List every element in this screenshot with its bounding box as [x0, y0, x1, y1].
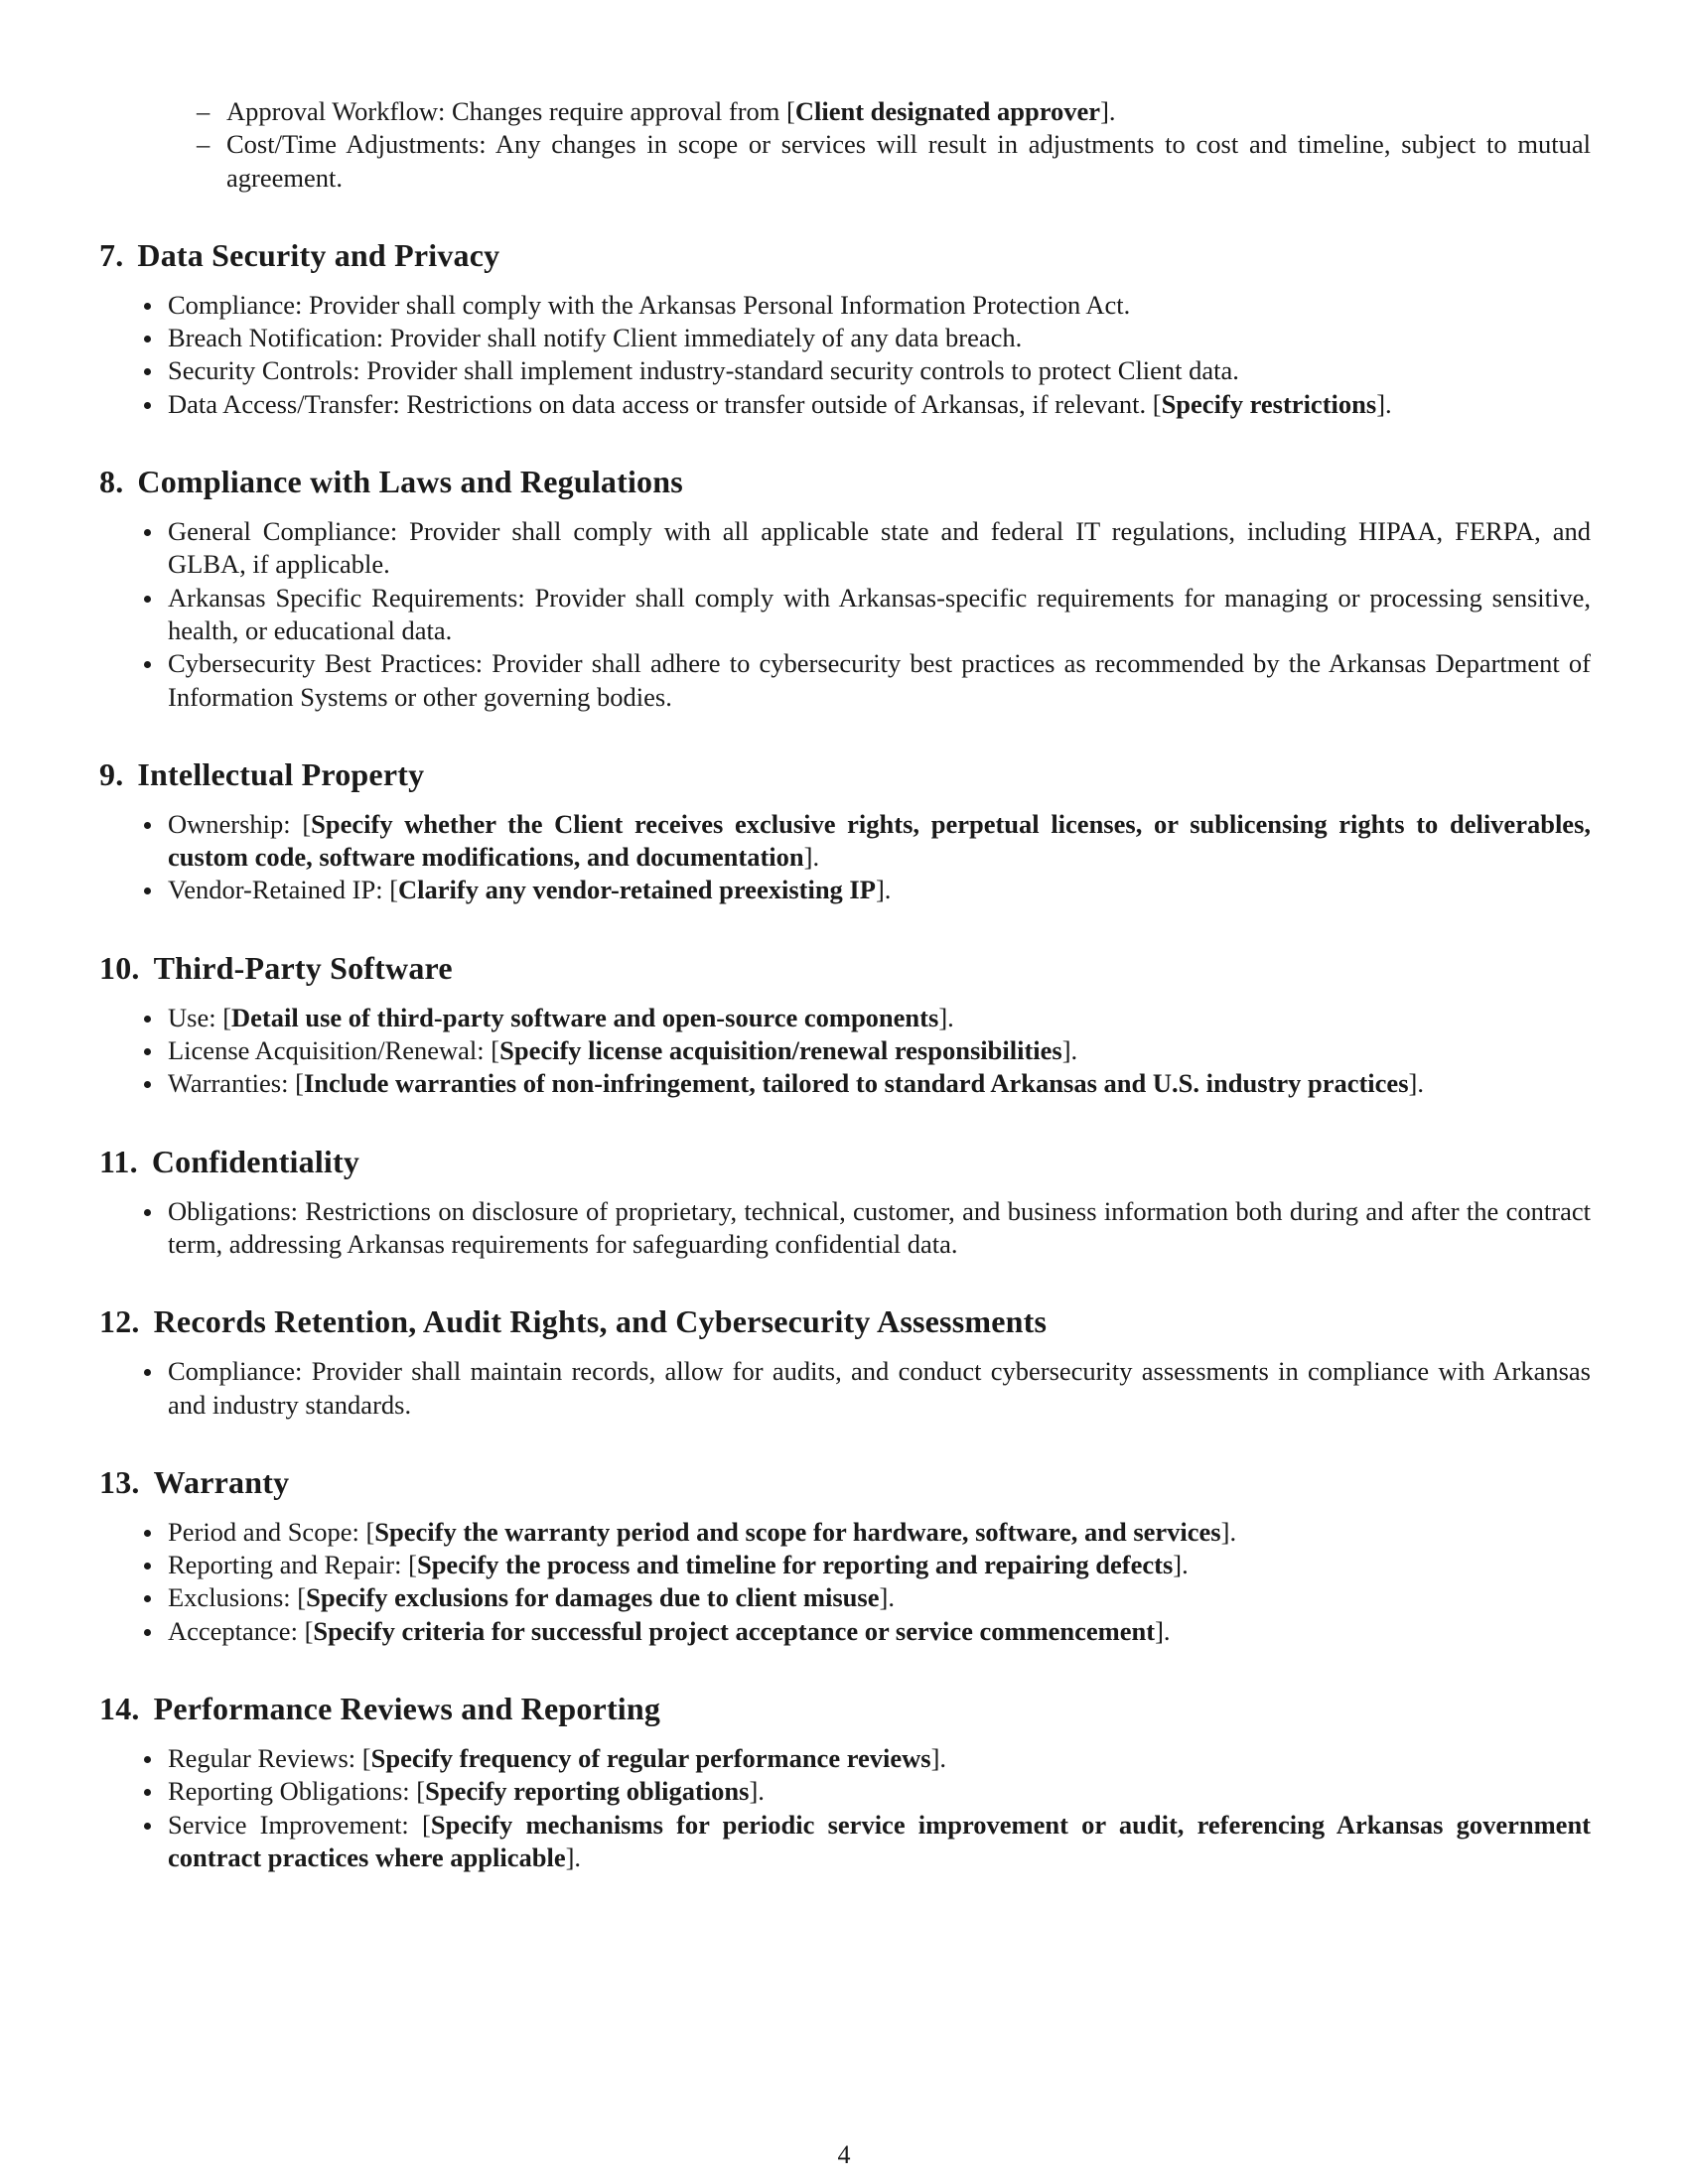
placeholder-bold: Specify frequency of regular performance reviews [370, 1743, 931, 1774]
section-heading [99, 236, 1591, 274]
item-text: Compliance: Provider shall maintain records, allow for audits, and conduct cybersecurity assessments in compliance with Arkansas and industry standards. [168, 1356, 1591, 1420]
item-text: Approval Workflow: Changes require approval from [226, 96, 787, 126]
bullet-item: License Acquisition/Renewal: [Specify license acquisition/renewal responsibilities]. [168, 1034, 1591, 1067]
section [99, 949, 1591, 1101]
item-text: Service Improvement: [168, 1809, 423, 1840]
bullet-item: Use: [Detail use of third-party software and open-source components]. [168, 1002, 1591, 1034]
item-tail: . [758, 1776, 765, 1807]
section-title: Confidentiality [151, 1143, 360, 1179]
dash-list-item [226, 128, 1591, 195]
item-text: General Compliance: Provider shall comply with all applicable state and federal IT regulations, including HIPAA, FERPA, and GLBA, if applicable. [168, 516, 1591, 580]
item-text: Data Access/Transfer: Restrictions on data access or transfer outside of Arkansas, if relevant. [168, 388, 1153, 419]
item-text: Warranties: [168, 1068, 296, 1099]
section-number: 9. [99, 755, 124, 792]
item-text: Regular Reviews: [168, 1743, 362, 1774]
placeholder-bold: Specify criteria for successful project acceptance or service commencement [313, 1615, 1156, 1646]
item-text: Arkansas Specific Requirements: Provider shall comply with Arkansas-specific requirements for managing or processing sensitive, health, or educational data. [168, 582, 1591, 645]
placeholder-bold: Specify whether the Client receives exclusive rights, perpetual licenses, or sublicensing rights to deliverables, custom code, software modifications, and documentation [168, 808, 1592, 873]
bullet-list [99, 289, 1591, 421]
item-text: Reporting and Repair: [168, 1550, 409, 1580]
bullet-item: Exclusions: [Specify exclusions for damages due to client misuse]. [168, 1581, 1591, 1614]
page-number: 4 [837, 2140, 851, 2169]
item-tail: . [947, 1002, 954, 1032]
placeholder-bold: Detail use of third-party software and open-source components [231, 1002, 939, 1032]
section [99, 236, 1591, 421]
bullet-item [168, 289, 1591, 322]
bullet-item: Acceptance: [Specify criteria for successful project acceptance or service commencement]. [168, 1615, 1591, 1648]
bullet-item: Period and Scope: [Specify the warranty period and scope for hardware, software, and services]. [168, 1516, 1591, 1549]
bullet-item: Vendor-Retained IP: [Clarify any vendor-retained preexisting IP]. [168, 874, 1591, 906]
section-heading [99, 755, 1591, 793]
bullet-item [168, 647, 1591, 714]
section-title: Third-Party Software [153, 949, 453, 986]
section-heading [99, 463, 1591, 500]
section [99, 1463, 1591, 1648]
section [99, 463, 1591, 714]
item-text: Period and Scope: [168, 1516, 366, 1547]
section-heading [99, 949, 1591, 987]
bullet-list [99, 1355, 1591, 1422]
bullet-list [99, 1002, 1591, 1101]
section-title: Data Security and Privacy [137, 236, 500, 273]
item-tail: . [1108, 96, 1116, 126]
section-number: 12. [99, 1303, 140, 1340]
continued-dash-list [99, 95, 1591, 195]
item-text: Vendor-Retained IP: [168, 875, 390, 905]
item-tail: . [574, 1842, 582, 1872]
item-text: Exclusions: [168, 1582, 298, 1613]
section [99, 1143, 1591, 1262]
sections-container [99, 236, 1591, 1874]
bullet-item [168, 515, 1591, 582]
section-number: 7. [99, 236, 124, 273]
placeholder-bold: Specify the warranty period and scope for hardware, software, and services [374, 1516, 1221, 1547]
item-text: Use: [168, 1002, 223, 1032]
section [99, 1690, 1591, 1874]
bullet-item [168, 322, 1591, 354]
placeholder-bold: Specify mechanisms for periodic service improvement or audit, referencing Arkansas government contract practices where applicable [168, 1809, 1592, 1872]
item-text: Cybersecurity Best Practices: Provider shall adhere to cybersecurity best practices as recommended by the Arkansas Department of Information Systems or other governing bodies. [168, 648, 1591, 712]
section-number: 14. [99, 1691, 140, 1727]
item-tail: . [1070, 1035, 1078, 1066]
bullet-item [168, 354, 1591, 387]
item-tail: . [812, 842, 820, 873]
placeholder-bold: Specify reporting obligations [425, 1776, 750, 1807]
section-number: 11. [99, 1143, 138, 1179]
section [99, 755, 1591, 907]
document-page [99, 95, 1591, 1874]
item-text: Cost/Time Adjustments: Any changes in scope or services will result in adjustments to cost and timeline, subject to mutual agreement. [226, 129, 1591, 193]
bullet-list [99, 808, 1591, 907]
bullet-item [168, 1355, 1591, 1422]
item-text: Obligations: Restrictions on disclosure of proprietary, technical, customer, and business information both during and after the contract term, addressing Arkansas requirements for safeguarding confidential data. [168, 1195, 1591, 1259]
section [99, 1302, 1591, 1422]
section-title: Warranty [153, 1463, 290, 1500]
dash-list-item: – Approval Workflow: Changes require approval from [Client designated approver]. [226, 95, 1591, 128]
section-number: 10. [99, 949, 140, 986]
placeholder-bold: Specify restrictions [1161, 388, 1377, 419]
placeholder-bold: Include warranties of non-infringement, tailored to standard Arkansas and U.S. industry practices [303, 1068, 1409, 1099]
item-tail: . [888, 1582, 895, 1613]
item-text: Acceptance: [168, 1615, 305, 1646]
placeholder-bold: Clarify any vendor-retained preexisting IP [398, 875, 876, 905]
bullet-list [99, 1742, 1591, 1874]
section-heading [99, 1463, 1591, 1501]
item-text: License Acquisition/Renewal: [168, 1035, 492, 1066]
item-text: Breach Notification: Provider shall notify Client immediately of any data breach. [168, 323, 1023, 353]
bullet-list [99, 1516, 1591, 1648]
section-title: Performance Reviews and Reporting [153, 1691, 661, 1727]
section-title: Compliance with Laws and Regulations [137, 464, 683, 500]
bullet-item: Ownership: [Specify whether the Client receives exclusive rights, perpetual licenses, or sublicensing rights to deliverables, custom code, software modifications, and documentation]. [168, 808, 1591, 875]
placeholder-bold: Client designated approver [794, 96, 1101, 126]
bullet-item: Reporting and Repair: [Specify the process and timeline for reporting and repairing defects]. [168, 1549, 1591, 1581]
bullet-item: Warranties: [Include warranties of non-infringement, tailored to standard Arkansas and U.S. industry practices]. [168, 1067, 1591, 1100]
placeholder-bold: Specify license acquisition/renewal responsibilities [499, 1035, 1062, 1066]
section-heading [99, 1302, 1591, 1340]
bullet-item: Reporting Obligations: [Specify reporting obligations]. [168, 1775, 1591, 1808]
item-text: Reporting Obligations: [168, 1776, 417, 1807]
item-tail: . [1417, 1068, 1424, 1099]
bullet-item: Data Access/Transfer: Restrictions on data access or transfer outside of Arkansas, if relevant. [Specify restrictions]. [168, 388, 1591, 421]
item-tail: . [1229, 1516, 1237, 1547]
item-tail: . [1163, 1615, 1171, 1646]
section-title: Intellectual Property [137, 755, 425, 792]
bullet-item: Service Improvement: [Specify mechanisms for periodic service improvement or audit, referencing Arkansas government contract practices where applicable]. [168, 1809, 1591, 1875]
section-heading [99, 1690, 1591, 1727]
item-text: Security Controls: Provider shall implement industry-standard security controls to protect Client data. [168, 355, 1239, 386]
section-title: Records Retention, Audit Rights, and Cybersecurity Assessments [153, 1303, 1048, 1340]
bullet-item: Regular Reviews: [Specify frequency of regular performance reviews]. [168, 1742, 1591, 1775]
section-heading [99, 1143, 1591, 1180]
bullet-list [99, 515, 1591, 714]
section-number: 8. [99, 464, 124, 500]
item-tail: . [1182, 1550, 1189, 1580]
item-text: Compliance: Provider shall comply with the Arkansas Personal Information Protection Act. [168, 289, 1131, 320]
placeholder-bold: Specify exclusions for damages due to client misuse [306, 1582, 880, 1613]
placeholder-bold: Specify the process and timeline for reporting and repairing defects [416, 1550, 1174, 1580]
bullet-list [99, 1195, 1591, 1262]
item-text: Ownership: [168, 808, 303, 839]
item-tail: . [884, 875, 892, 905]
item-tail: . [939, 1743, 947, 1774]
section-number: 13. [99, 1463, 140, 1500]
bullet-item [168, 1195, 1591, 1262]
item-tail: . [1385, 388, 1392, 419]
bullet-item [168, 582, 1591, 648]
